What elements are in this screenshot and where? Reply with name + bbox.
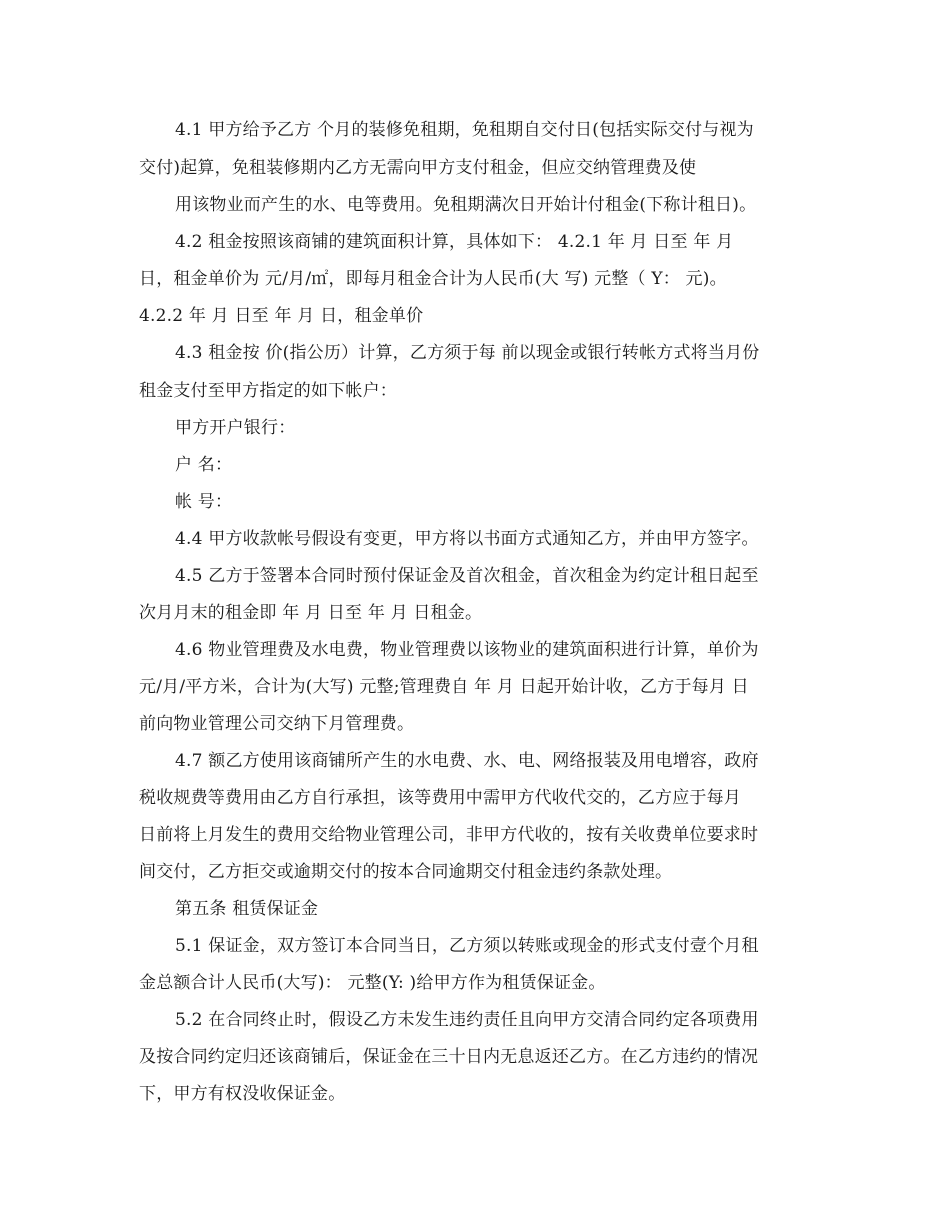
clause-4-3-line-1: 4.3 租金按 价(指公历）计算，乙方须于每 前以现金或银行转帐方式将当月份 <box>175 343 760 363</box>
clause-4-7-line-3: 日前将上月发生的费用交给物业管理公司，非甲方代收的，按有关收费单位要求时 <box>139 825 759 845</box>
clause-5-1-line-1: 5.1 保证金，双方签订本合同当日，乙方须以转账或现金的形式支付壹个月租 <box>175 936 759 956</box>
clause-4-2-line-3: 4.2.2 年 月 日至 年 月 日，租金单价 <box>139 306 424 326</box>
clause-4-2-line-1: 4.2 租金按照该商铺的建筑面积计算，具体如下： 4.2.1 年 月 日至 年 月 <box>175 232 734 252</box>
clause-5-2-line-1: 5.2 在合同终止时，假设乙方未发生违约责任且向甲方交清合同约定各项费用 <box>175 1010 759 1030</box>
account-number-field: 帐 号： <box>175 492 233 512</box>
bank-name-field: 甲方开户银行： <box>175 418 296 438</box>
clause-4-5-line-2: 次月月末的租金即 年 月 日至 年 月 日租金。 <box>139 603 483 623</box>
clause-4-2-line-2: 日，租金单价为 元/月/㎡，即每月租金合计为人民币(大 写) 元整（ Y： 元)。 <box>139 269 727 289</box>
clause-4-1-line-2: 交付)起算，免租装修期内乙方无需向甲方支付租金，但应交纳管理费及使 <box>139 158 697 178</box>
clause-4-6-line-2: 元/月/平方米，合计为(大写) 元整;管理费自 年 月 日起开始计收，乙方于每月 日 <box>139 677 749 697</box>
clause-4-3-line-2: 租金支付至甲方指定的如下帐户： <box>139 381 397 401</box>
clause-4-1-line-1: 4.1 甲方给予乙方 个月的装修免租期，免租期自交付日(包括实际交付与视为 <box>175 120 754 140</box>
clause-4-6-line-1: 4.6 物业管理费及水电费，物业管理费以该物业的建筑面积进行计算，单价为 <box>175 640 759 660</box>
clause-5-1-line-2: 金总额合计人民币(大写)： 元整(Y: )给甲方作为租赁保证金。 <box>139 973 606 993</box>
clause-4-4-line-1: 4.4 甲方收款帐号假设有变更，甲方将以书面方式通知乙方，并由甲方签字。 <box>175 529 759 549</box>
clause-4-6-line-3: 前向物业管理公司交纳下月管理费。 <box>139 714 415 734</box>
clause-5-2-line-3: 下，甲方有权没收保证金。 <box>139 1084 346 1104</box>
clause-4-7-line-4: 间交付，乙方拒交或逾期交付的按本合同逾期交付租金违约条款处理。 <box>139 862 673 882</box>
clause-4-7-line-1: 4.7 额乙方使用该商铺所产生的水电费、水、电、网络报装及用电增容，政府 <box>175 751 759 771</box>
account-name-field: 户 名： <box>175 455 233 475</box>
section-5-heading: 第五条 租赁保证金 <box>175 899 319 919</box>
clause-5-2-line-2: 及按合同约定归还该商铺后，保证金在三十日内无息返还乙方。在乙方违约的情况 <box>139 1047 759 1067</box>
clause-4-1-line-3: 用该物业而产生的水、电等费用。免租期满次日开始计付租金(下称计租日)。 <box>175 195 757 215</box>
clause-4-7-line-2: 税收规费等费用由乙方自行承担，该等费用中需甲方代收代交的，乙方应于每月 <box>139 788 741 808</box>
clause-4-5-line-1: 4.5 乙方于签署本合同时预付保证金及首次租金，首次租金为约定计租日起至 <box>175 566 759 586</box>
